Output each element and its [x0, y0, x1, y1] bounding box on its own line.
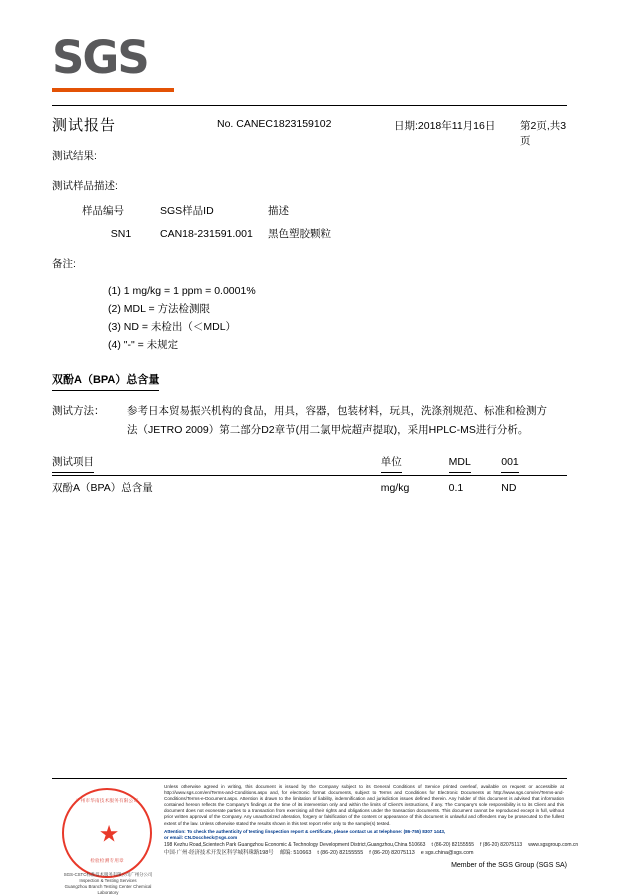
stamp-caption: [56, 872, 160, 896]
col-unit-label: 单位: [381, 454, 402, 473]
logo-orange-rule: [52, 88, 174, 92]
star-icon: ★: [98, 820, 120, 847]
results-header-row: [52, 454, 567, 476]
footer-tel-en: t (86-20) 82155555: [431, 842, 475, 848]
footer-email-cn: e sgs.china@sgs.com: [420, 850, 474, 856]
footer-zip-cn: 邮编: 510663: [279, 850, 312, 856]
note-item: (4) "-" = 未规定: [108, 339, 179, 351]
cell-result-001: ND: [501, 482, 517, 494]
table-row: [82, 224, 428, 243]
test-method-line-2: 法（JETRO 2009）第二部分D2章节(用二氯甲烷超声提取)，采用HPLC-MS进行分析。: [127, 424, 529, 436]
test-method-block: [52, 402, 567, 440]
cell-unit: mg/kg: [380, 482, 410, 494]
disclaimer-text: Unless otherwise agreed in writing, this document is issued by the Company subject to its General Conditions of Service printed overleaf, available on request or accessible at http://www.sgs.com/en/Terms-and-Conditions.aspx and, for electronic format documents, subject to Terms and Conditions for Electronic Documents at http://www.sgs.com/en/Terms-and-Conditions/Terms-e-Document.aspx. Attention is drawn to the limitation of liability, indemnification and jurisdiction issues defined therein. Any holder of this document is advised that information contained hereon reflects the Company's findings at the time of its intervention only and within the limits of Client's instructions, if any. The Company's sole responsibility is to its Client and this document does not exonerate parties to a transaction from exercising all their rights and obligations under the transaction documents. This document cannot be reproduced except in full, without prior written approval of the Company. Any unauthorized alteration, forgery or falsification of the content or appearance of this document is unlawful and offenders may be prosecuted to the fullest extent of the law. Unless otherwise stated the results shown in this test report refer only to the sample(s) tested.: [164, 784, 564, 826]
stamp-top-text: 广州市华南技术服务有限公司: [75, 798, 139, 803]
cell-sgs-id: CAN18-231591.001: [160, 228, 253, 240]
table-row: [52, 476, 567, 498]
col-sample-001: [501, 454, 567, 476]
test-method-line-1: 参考日本贸易振兴机构的食品，用具，容器，包装材料，玩具，洗涤剂规范、标准和检测方: [127, 405, 547, 417]
col-test-item-label: 测试项目: [52, 454, 94, 473]
sgs-logo: SGS: [52, 31, 148, 84]
footer-disclaimer: [164, 784, 564, 841]
note-item: (2) MDL = 方法检测限: [108, 303, 210, 315]
report-number: No. CANEC1823159102: [217, 118, 332, 130]
results-table: [52, 454, 567, 497]
cell-test-item: 双酚A（BPA）总含量: [52, 482, 153, 494]
page-number: 第2页,共3页: [520, 120, 567, 147]
col-unit: [381, 454, 449, 476]
sample-description-table: [82, 203, 428, 243]
title-row: [52, 114, 567, 147]
col-sgs-id: SGS样品ID: [160, 205, 214, 217]
footer-divider: [52, 778, 567, 779]
stamp-caption-line-2: Inspection & Testing Services: [79, 878, 137, 883]
footer-address-block: [164, 841, 594, 857]
test-method-text: [127, 402, 567, 440]
footer-fax-cn: f (86-20) 82075113: [369, 850, 415, 856]
col-mdl: [449, 454, 502, 476]
results-label: 测试结果:: [52, 150, 97, 162]
col-test-item: [52, 454, 381, 476]
bpa-section-heading: 双酚A（BPA）总含量: [52, 372, 159, 391]
sgs-group-member-line: Member of the SGS Group (SGS SA): [451, 862, 567, 869]
test-method-label: 测试方法：: [52, 405, 105, 417]
cell-mdl: 0.1: [448, 482, 464, 494]
notes-list: [52, 282, 567, 354]
note-item: (3) ND = 未检出（＜MDL）: [108, 321, 237, 333]
col-sample-001-label: 001: [501, 454, 519, 473]
cell-description: 黑色塑胶颗粒: [268, 228, 331, 240]
footer-address-en-row: [164, 841, 594, 849]
bpa-section: [52, 354, 567, 391]
cell-sample-no: SN1: [110, 228, 132, 240]
stamp-caption-line-3: Guangzhou Branch Testing Center Chemical Laboratory: [64, 884, 152, 895]
col-sample-no: 样品编号: [82, 205, 124, 217]
sgs-logo-block: [52, 31, 182, 84]
report-date: 日期:2018年11月16日: [394, 120, 496, 132]
footer-fax-en: f (86-20) 82075113: [480, 842, 523, 848]
document-body: [52, 148, 567, 497]
footer-web: www.sgsgroup.com.cn: [528, 842, 579, 848]
stamp-bottom-text: 检验检测专用章: [90, 858, 124, 863]
sample-description-label: 测试样品描述:: [52, 180, 118, 192]
notes-label: 备注:: [52, 258, 76, 270]
footer-tel-cn: t (86-20) 82155555: [317, 850, 364, 856]
footer-attention-line-1: Attention: To check the authenticity of testing /inspection report & certificate, please contact us at telephone: (86-755) 8307 1443,: [164, 828, 446, 834]
table-header-row: [82, 203, 428, 224]
page-title: 测试报告: [52, 117, 117, 134]
footer-address-en: 198 Kezhu Road,Scientech Park Guangzhou Economic & Technology Development District,Guangzhou,China 510663: [164, 842, 426, 848]
col-mdl-label: MDL: [449, 454, 471, 473]
footer-attention-line-2: or email: CN.Doccheck@sgs.com: [164, 834, 238, 840]
header-divider: [52, 105, 567, 106]
footer-address-cn: 中国·广州·经济技术开发区科学城科珠路198号: [164, 850, 274, 856]
stamp-caption-line-1: SGS-CSTC标准技术服务有限公司广州分公司: [63, 872, 153, 877]
note-item: (1) 1 mg/kg = 1 ppm = 0.0001%: [108, 285, 256, 297]
col-description: 描述: [268, 205, 289, 217]
footer-address-cn-row: [164, 849, 594, 857]
